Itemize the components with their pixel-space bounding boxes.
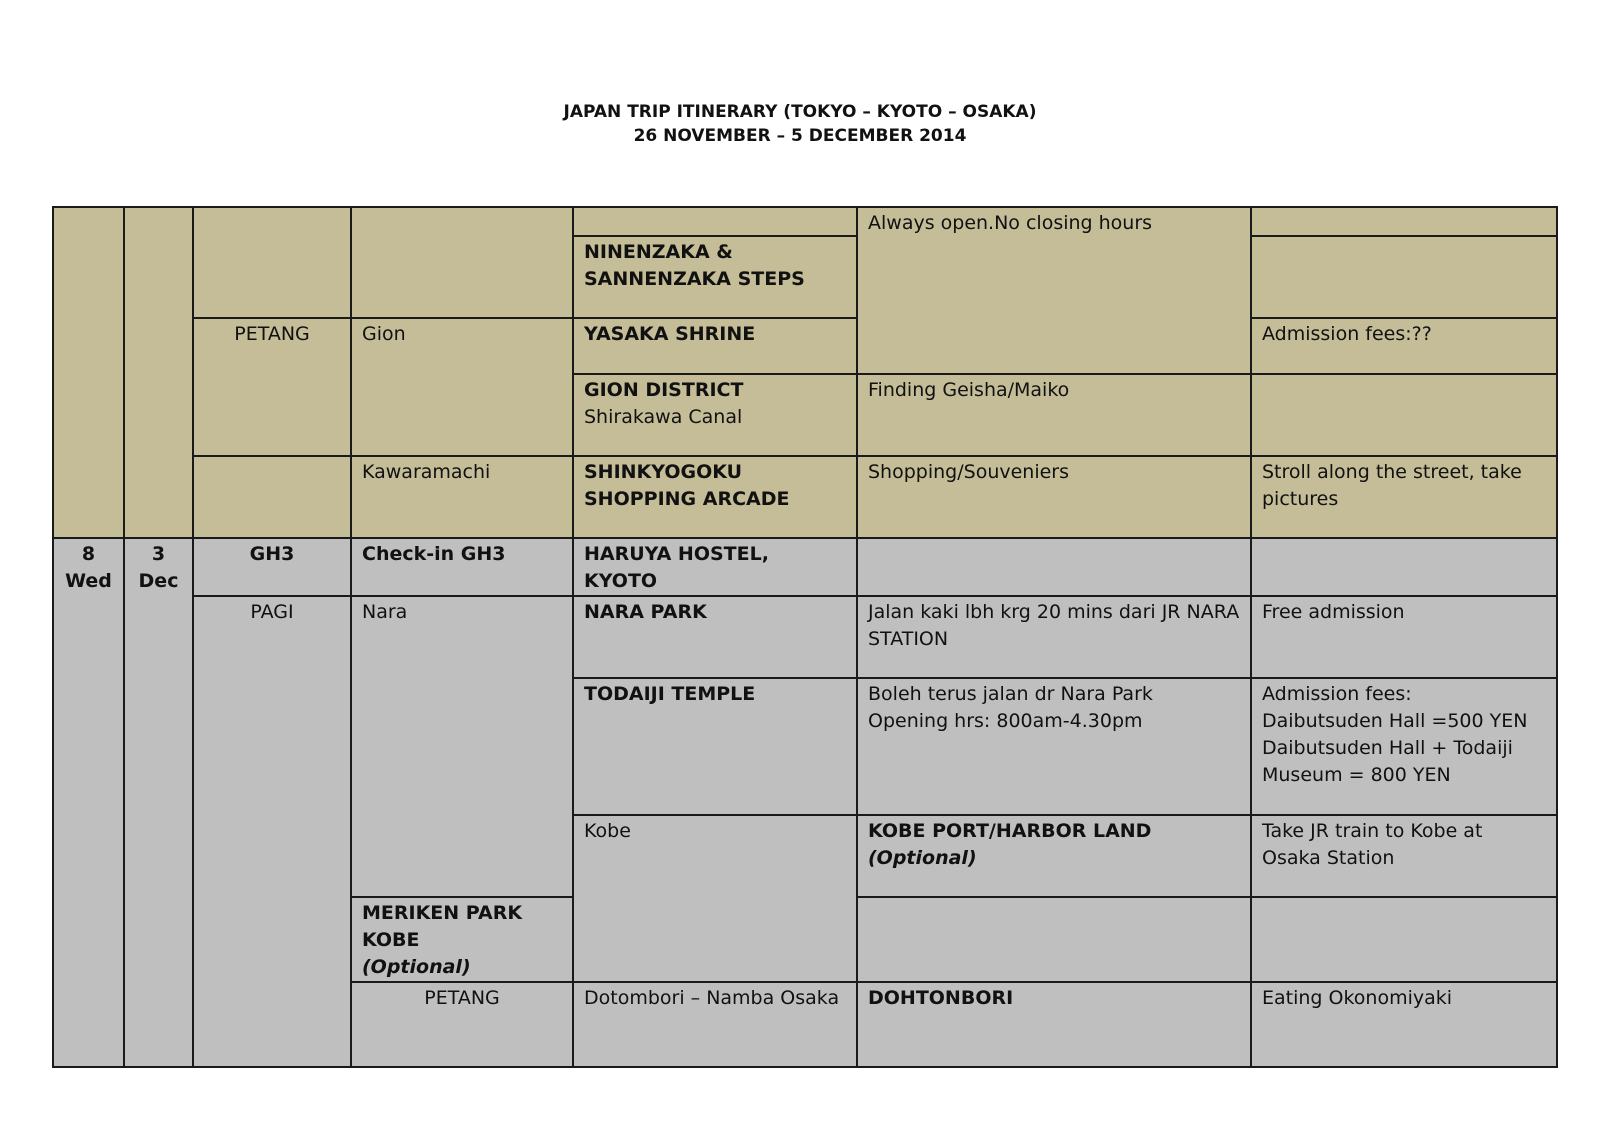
session-gh3: GH3 (193, 538, 351, 596)
area-cell (351, 207, 573, 318)
session-petang: PETANG (193, 318, 351, 456)
title-line-1: JAPAN TRIP ITINERARY (TOKYO – KYOTO – OSAKA) (563, 102, 1037, 122)
area-nara: Nara (351, 596, 573, 897)
day-cell (53, 207, 124, 538)
place-cell (573, 207, 857, 236)
todaiji-note-1: Boleh terus jalan dr Nara Park (868, 683, 1153, 705)
fees-cell (1251, 207, 1557, 236)
place-nara-park: NARA PARK (573, 596, 857, 678)
session-pagi: PAGI (193, 596, 351, 1067)
document-title (0, 100, 1600, 148)
date-month: Dec (138, 570, 179, 592)
note-cell (857, 897, 1251, 982)
note-nara-park: Jalan kaki lbh krg 20 mins dari JR NARA STATION (857, 596, 1251, 678)
fees-todaiji (1251, 678, 1557, 815)
todaiji-fees-3: Daibutsuden Hall + Todaiji Museum = 800 YEN (1262, 737, 1513, 786)
area-dotombori: Dotombori – Namba Osaka (573, 982, 857, 1067)
todaiji-fees-2: Daibutsuden Hall =500 YEN (1262, 710, 1528, 732)
place-ninenzaka: NINENZAKA & SANNENZAKA STEPS (573, 236, 857, 318)
table-row (53, 456, 1557, 538)
place-kobe-port (857, 815, 1251, 897)
title-line-2: 26 NOVEMBER – 5 DECEMBER 2014 (633, 126, 967, 146)
note-dohtonbori: Eating Okonomiyaki (1251, 982, 1557, 1067)
fees-cell (1251, 538, 1557, 596)
activity-checkin: Check-in GH3 (351, 538, 573, 596)
kobe-port-title: KOBE PORT/HARBOR LAND (868, 820, 1152, 842)
note-cell (857, 538, 1251, 596)
meriken-park-title: MERIKEN PARK KOBE (362, 902, 523, 951)
date-cell (124, 538, 193, 1067)
always-open-note: Always open.No closing hours (857, 207, 1251, 374)
fees-cell (1251, 374, 1557, 456)
table-row (53, 538, 1557, 596)
place-meriken-park (351, 897, 573, 982)
session-cell (193, 207, 351, 318)
note-shinkyogoku: Shopping/Souveniers (857, 456, 1251, 538)
note-todaiji (857, 678, 1251, 815)
fees-nara-park: Free admission (1251, 596, 1557, 678)
todaiji-fees-1: Admission fees: (1262, 683, 1412, 705)
day-number-cell (53, 538, 124, 1067)
place-shinkyogoku: SHINKYOGOKU SHOPPING ARCADE (573, 456, 857, 538)
todaiji-note-2: Opening hrs: 800am-4.30pm (868, 710, 1143, 732)
area-kawaramachi: Kawaramachi (351, 456, 573, 538)
meriken-park-optional: (Optional) (362, 956, 471, 978)
note-kobe-port: Take JR train to Kobe at Osaka Station (1251, 815, 1557, 897)
table-row (53, 596, 1557, 678)
place-yasaka-shrine: YASAKA SHRINE (573, 318, 857, 374)
fees-yasaka: Admission fees:?? (1251, 318, 1557, 374)
fees-cell (1251, 897, 1557, 982)
place-todaiji: TODAIJI TEMPLE (573, 678, 857, 815)
session-cell (193, 456, 351, 538)
itinerary-table (52, 206, 1558, 1068)
gion-district-title: GION DISTRICT (584, 379, 744, 401)
place-haruya-hostel: HARUYA HOSTEL, KYOTO (573, 538, 857, 596)
fees-cell (1251, 236, 1557, 318)
note-gion-district: Finding Geisha/Maiko (857, 374, 1251, 456)
day-number: 8 (81, 543, 96, 565)
date-cell (124, 207, 193, 538)
place-gion-district (573, 374, 857, 456)
place-dohtonbori: DOHTONBORI (857, 982, 1251, 1067)
session-petang: PETANG (351, 982, 573, 1067)
area-gion: Gion (351, 318, 573, 456)
area-kobe: Kobe (573, 815, 857, 982)
date-number: 3 (151, 543, 166, 565)
fees-shinkyogoku: Stroll along the street, take pictures (1251, 456, 1557, 538)
table-row (53, 207, 1557, 236)
table-row (53, 318, 1557, 374)
gion-district-sub: Shirakawa Canal (584, 406, 743, 428)
kobe-port-optional: (Optional) (868, 847, 977, 869)
day-name: Wed (65, 570, 112, 592)
